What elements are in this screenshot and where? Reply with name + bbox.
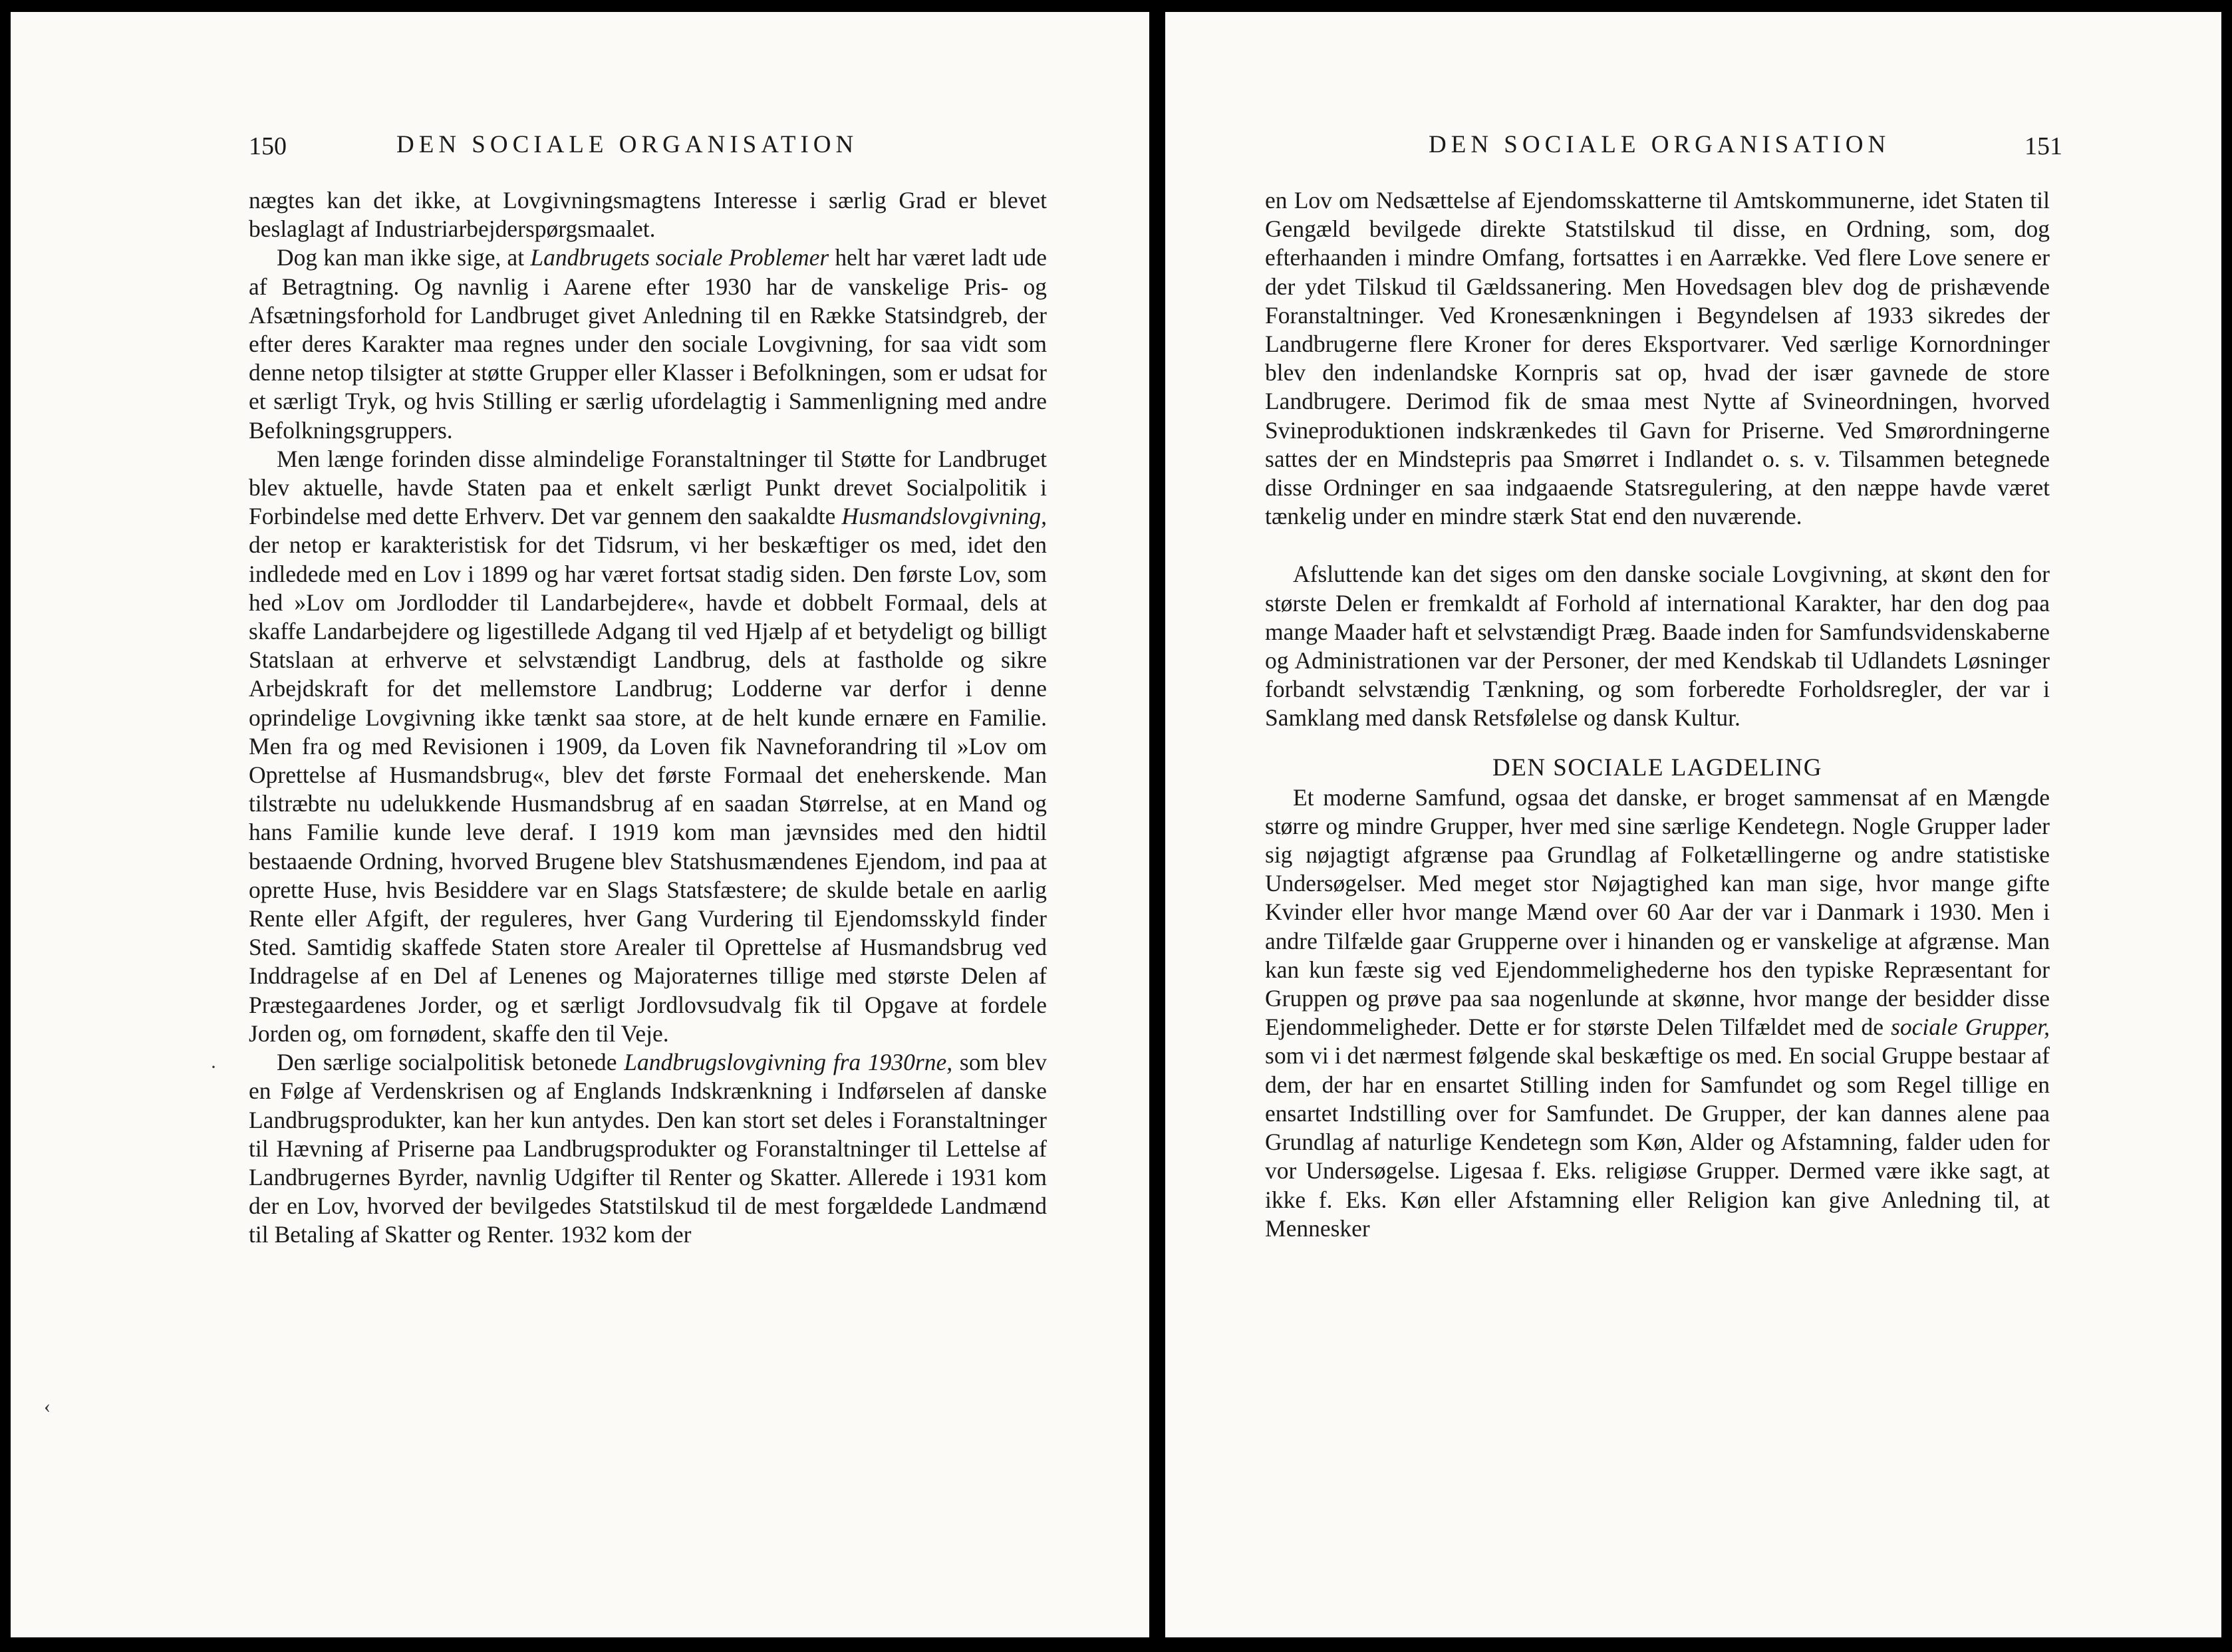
- text-run: nægtes kan det ikke, at Lovgivningsmagtens Interesse i særlig Grad er blevet beslaglagt af Industriarbejderspørgsmaalet.: [249, 187, 1047, 243]
- section-heading: DEN SOCIALE LAGDELING: [1492, 754, 1822, 781]
- italic-phrase: Landbrugets sociale Problemer: [530, 244, 829, 271]
- italic-phrase: Landbrugslovgivning fra 1930rne,: [624, 1049, 953, 1076]
- margin-arrow-mark: ‹: [44, 1395, 51, 1417]
- text-run: som blev en Følge af Verdenskrisen og af Englands Indskrænkning i Indførselen af danske Landbrugsprodukter, kan her kun antydes. Den kan stort set deles i Foranstaltninger til Hævning af Priserne paa Landbrugsprodukter og Foranstaltninger til Lettelse af Landbrugernes Byrder, navnlig Udgifter til Renter og Skatter. Allerede i 1931 kom der en Lov, hvorved der bevilgedes Statstilskud til de mest forgældede Landmænd til Betaling af Skatter og Renter. 1932 kom der: [249, 1049, 1047, 1248]
- italic-phrase: sociale Grupper,: [1891, 1014, 2050, 1041]
- paragraph: [249, 243, 1047, 444]
- italic-phrase: Husmandslovgivning,: [841, 503, 1047, 530]
- right-page: [1165, 12, 2221, 1637]
- paragraph: [249, 1048, 1047, 1249]
- paragraph: [1265, 783, 2050, 1243]
- paragraph: [1265, 560, 2050, 732]
- paragraph: [249, 445, 1047, 1048]
- text-run: helt har været ladt ude af Betragtning. Og navnlig i Aarene efter 1930 har de vanskelige Pris- og Afsætningsforhold for Landbruget givet Anledning til en Række Statsindgreb, der efter deres Karakter maa regnes under den sociale Lovgivning, for saa vidt som denne netop tilsigter at støtte Grupper eller Klasser i Befolkningen, som er udsat for et særligt Tryk, og hvis Stilling er særlig ufordelagtig i Sammenligning med andre Befolkningsgruppers.: [249, 244, 1047, 444]
- page-number-left: 150: [249, 132, 287, 160]
- text-run: en Lov om Nedsættelse af Ejendomsskatterne til Amtskommunerne, idet Staten til Gengæld bevilgede direkte Statstilskud til disse, en Ordning, som, dog efterhaanden i mindre Omfang, fortsattes i en Aarrække. Ved flere Love senere er der ydet Tilskud til Gældssanering. Men Hovedsagen blev dog de prishævende Foranstaltninger. Ved Kronesænkningen i Begyndelsen af 1933 sikredes der Landbrugerne flere Kroner for deres Eksportvarer. Ved særlige Kornordninger blev den indenlandske Kornpris sat op, hvad der især gavnede de store Landbrugere. Derimod fik de smaa mest Nytte af Svineordningen, hvorved Svineproduktionen indskrænkedes til Gavn for Priserne. Ved Smørordningerne sattes der en Mindstepris paa Smørret i Indlandet o. s. v. Tilsammen betegnede disse Ordninger en saa indgaaende Statsregulering, at den næppe havde været tænkelig under en mindre stærk Stat end den nuværende.: [1265, 187, 2050, 530]
- margin-dot-mark: ·: [210, 1056, 217, 1078]
- page-number-right: 151: [2024, 132, 2062, 160]
- running-head-right: DEN SOCIALE ORGANISATION: [1429, 131, 1891, 158]
- paragraph: [249, 186, 1047, 243]
- text-run: Afsluttende kan det siges om den danske sociale Lovgivning, at skønt den for største Delen er fremkaldt af Forhold af international Karakter, har den dog paa mange Maader haft et selvstændigt Præg. Baade inden for Samfundsvidenskaberne og Administrationen var der Personer, der med Kendskab til Udlandets Løsninger forbandt selvstændig Tænkning, og som forberedte Forholdsregler, der var i Samklang med dansk Retsfølelse og dansk Kultur.: [1265, 561, 2050, 732]
- left-page-body: [249, 186, 1047, 1250]
- text-run: Men længe forinden disse almindelige Foranstaltninger til Støtte for Landbruget blev aktuelle, havde Staten paa et enkelt særligt Punkt drevet Socialpolitik i Forbindelse med dette Erhverv. Det var gennem den saakaldte: [249, 445, 1047, 530]
- text-run: som vi i det nærmest følgende skal beskæftige os med. En social Gruppe bestaar af dem, der har en ensartet Stilling inden for Samfundet og som Regel tillige en ensartet Indstilling over for Samfundet. De Grupper, der kan dannes alene paa Grundlag af naturlige Kendetegn som Køn, Alder og Afstamning, falder uden for vor Undersøgelse. Ligesaa f. Eks. religiøse Grupper. Dermed være ikke sagt, at ikke f. Eks. Køn eller Afstamning eller Religion kan give Anledning til, at Mennesker: [1265, 1042, 2050, 1242]
- left-page: [11, 12, 1149, 1637]
- paragraph: [1265, 186, 2050, 531]
- text-run: Et moderne Samfund, ogsaa det danske, er broget sammensat af en Mængde større og mindre Grupper, hver med sine særlige Kendetegn. Nogle Grupper lader sig nøjagtigt afgrænse paa Grundlag af Folketællingerne og andre statistiske Undersøgelser. Med meget stor Nøjagtighed kan man sige, hvor mange gifte Kvinder eller hvor mange Mænd over 60 Aar der var i Danmark i 1930. Men i andre Tilfælde gaar Grupperne over i hinanden og er vanskelige at afgrænse. Man kan kun fæste sig ved Ejendommelighederne hos den typiske Repræsentant for Gruppen og prøve paa saa nogenlunde at skønne, hvor mange der besidder disse Ejendommeligheder. Dette er for største Delen Tilfældet med de: [1265, 783, 2050, 1041]
- right-paragraphs-before-heading: [1265, 186, 2050, 733]
- text-run: Den særlige socialpolitisk betonede: [277, 1049, 625, 1076]
- running-head-left: DEN SOCIALE ORGANISATION: [396, 131, 859, 158]
- paragraph-gap: [1265, 531, 2050, 560]
- text-run: der netop er karakteristisk for det Tidsrum, vi her beskæftiger os med, idet den indledede med en Lov i 1899 og har været fortsat stadig siden. Den første Lov, som hed »Lov om Jordlodder til Landarbejdere«, havde et dobbelt Formaal, dels at skaffe Landarbejdere og ligestillede Adgang til ved Hjælp af et betydeligt og billigt Statslaan at erhverve et selvstændigt Landbrug, dels at fastholde og sikre Arbejdskraft for det mellemstore Landbrug; Lodderne var derfor i denne oprindelige Lovgivning ikke tænkt saa store, at de helt kunde ernære en Familie. Men fra og med Revisionen i 1909, da Loven fik Navneforandring til »Lov om Oprettelse af Husmandsbrug«, blev det første Formaal det eneherskende. Man tilstræbte nu udelukkende Husmandsbrug af en saadan Størrelse, at en Mand og hans Familie kunde leve deraf. I 1919 kom man jævnsides med den hidtil bestaaende Ordning, hvorved Brugene blev Statshusmændenes Ejendom, ind paa at oprette Huse, hvis Besiddere var en Slags Statsfæstere; de skulde betale en aarlig Rente eller Afgift, der reguleres, hver Gang Vurdering til Ejendomsskyld finder Sted. Samtidig skaffede Staten store Arealer til Oprettelse af Husmandsbrug ved Inddragelse af en Del af Lenenes og Majoraternes tillige med største Delen af Præstegaardenes Jorder, og et særligt Jordlovsudvalg fik til Opgave at fordele Jorden og, om fornødent, skaffe den til Veje.: [249, 531, 1047, 1047]
- text-run: Dog kan man ikke sige, at: [277, 244, 531, 271]
- right-paragraphs-after-heading: [1265, 783, 2050, 1243]
- right-page-body: [1265, 186, 2050, 1243]
